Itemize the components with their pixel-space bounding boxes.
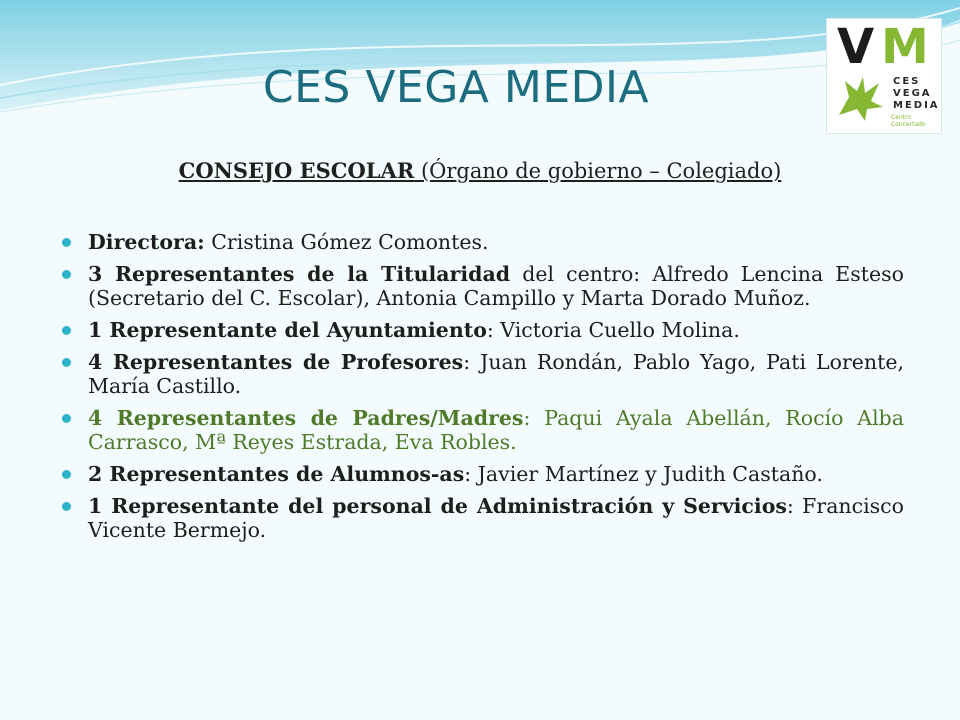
subtitle-bold: CONSEJO ESCOLAR — [178, 158, 415, 183]
list-item: Directora: Cristina Gómez Comontes. — [62, 230, 904, 254]
bullet-icon — [62, 326, 71, 335]
list-item: 1 Representante del personal de Administración y Servicios: Francisco Vicente Bermejo. — [62, 494, 904, 542]
list-item: 2 Representantes de Alumnos-as: Javier Martínez y Judith Castaño. — [62, 462, 904, 486]
bullet-icon — [62, 470, 71, 479]
list-item: 3 Representantes de la Titularidad del centro: Alfredo Lencina Esteso (Secretario del C. Escolar), Antonia Campillo y Marta Dorado Muñoz. — [62, 262, 904, 310]
list-item: 1 Representante del Ayuntamiento: Victoria Cuello Molina. — [62, 318, 904, 342]
griffin-icon — [835, 71, 889, 125]
bullet-icon — [62, 270, 71, 279]
bullet-icon — [62, 502, 71, 511]
slide-title: CES VEGA MEDIA — [262, 62, 650, 113]
logo-letter-m: M — [881, 19, 929, 75]
logo-wordmark: CES VEGA MEDIA — [893, 76, 940, 111]
logo-letter-v: V — [837, 19, 875, 75]
bullet-icon — [62, 414, 71, 423]
council-members-list — [62, 230, 904, 550]
school-logo — [826, 18, 942, 134]
list-item: 4 Representantes de Padres/Madres: Paqui Ayala Abellán, Rocío Alba Carrasco, Mª Reyes Estrada, Eva Robles. — [62, 406, 904, 454]
bullet-icon — [62, 238, 71, 247]
section-subtitle — [0, 158, 960, 183]
list-item: 4 Representantes de Profesores: Juan Rondán, Pablo Yago, Pati Lorente, María Castillo. — [62, 350, 904, 398]
bullet-icon — [62, 358, 71, 367]
subtitle-rest: (Órgano de gobierno – Colegiado) — [414, 159, 782, 183]
logo-tagline: Centro Concertado — [891, 114, 926, 128]
